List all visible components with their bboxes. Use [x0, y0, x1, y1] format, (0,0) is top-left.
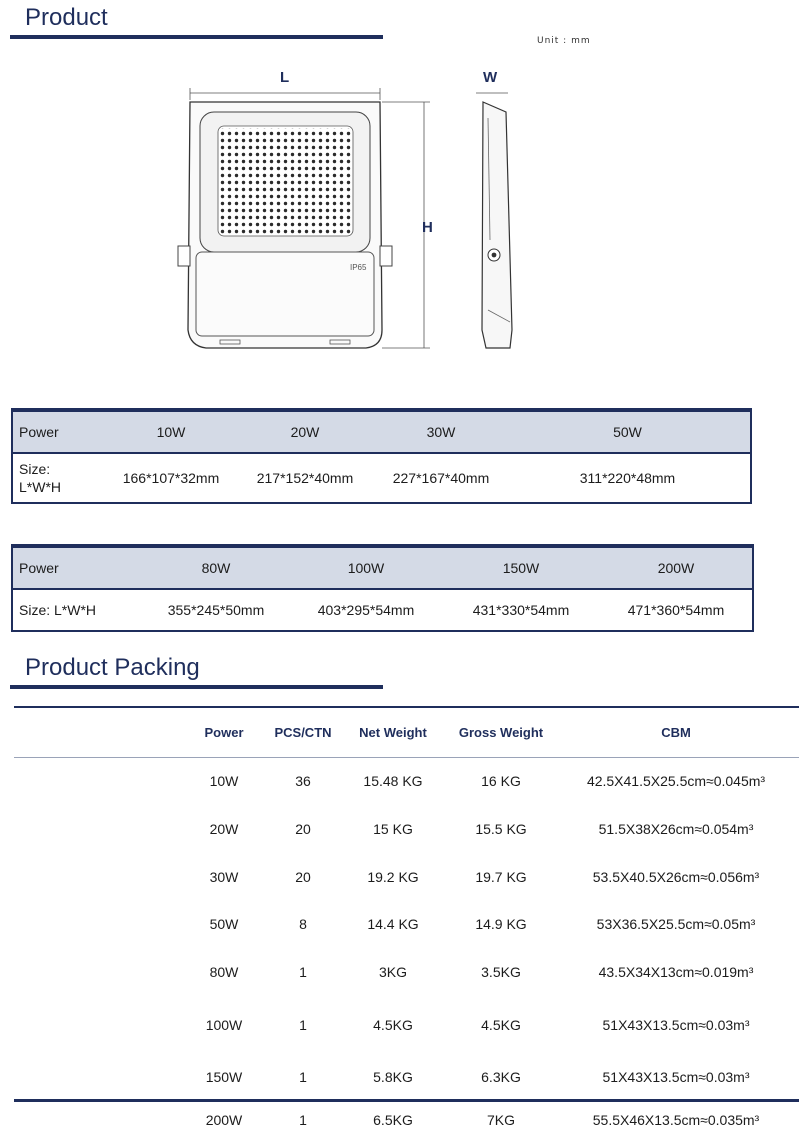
- cell-power: 80W: [209, 964, 239, 980]
- power-row-label: Power: [19, 560, 59, 576]
- header-pcs: PCS/CTN: [274, 725, 332, 740]
- cell-net-weight: 15.48 KG: [363, 773, 423, 789]
- cell-cbm: 51X43X13.5cm≈0.03m³: [602, 1017, 750, 1033]
- height-dimension: [382, 102, 433, 348]
- cell-cbm: 53X36.5X25.5cm≈0.05m³: [596, 916, 756, 932]
- size-cell: 403*295*54mm: [317, 602, 415, 618]
- cell-pcs: 20: [295, 869, 311, 885]
- header-cbm: CBM: [661, 725, 691, 740]
- power-cell: 100W: [347, 560, 385, 576]
- cell-gross-weight: 6.3KG: [481, 1069, 521, 1085]
- size-table-large: [11, 544, 754, 632]
- power-cell: 20W: [290, 424, 320, 440]
- packing-heading-rule: [10, 685, 383, 689]
- header-net-weight: Net Weight: [359, 725, 427, 740]
- product-heading: Product: [25, 4, 108, 31]
- power-row: [13, 548, 752, 590]
- cell-net-weight: 15 KG: [373, 821, 413, 837]
- cell-net-weight: 5.8KG: [373, 1069, 413, 1085]
- cell-cbm: 53.5X40.5X26cm≈0.056m³: [592, 869, 760, 885]
- cell-power: 20W: [209, 821, 239, 837]
- power-cell: 30W: [426, 424, 456, 440]
- size-cell: 227*167*40mm: [392, 470, 490, 486]
- cell-net-weight: 19.2 KG: [367, 869, 419, 885]
- cell-net-weight: 14.4 KG: [367, 916, 419, 932]
- cell-pcs: 1: [299, 1112, 307, 1128]
- power-row-label: Power: [19, 424, 59, 440]
- size-cell: 217*152*40mm: [256, 470, 354, 486]
- size-row: [13, 590, 752, 630]
- table-row: [0, 869, 801, 893]
- cell-pcs: 20: [295, 821, 311, 837]
- table-row: [0, 773, 801, 797]
- cell-cbm: 42.5X41.5X25.5cm≈0.045m³: [586, 773, 766, 789]
- table-row: [0, 1069, 801, 1093]
- size-row-label: Size: L*W*H: [19, 602, 97, 618]
- power-cell: 200W: [657, 560, 695, 576]
- cell-power: 30W: [209, 869, 239, 885]
- power-row: [13, 412, 750, 454]
- size-cell: 471*360*54mm: [627, 602, 725, 618]
- cell-cbm: 51.5X38X26cm≈0.054m³: [598, 821, 754, 837]
- size-cell: 355*245*50mm: [167, 602, 265, 618]
- power-cell: 80W: [201, 560, 231, 576]
- cell-pcs: 1: [299, 1069, 307, 1085]
- cell-gross-weight: 14.9 KG: [475, 916, 527, 932]
- product-heading-rule: [10, 35, 383, 39]
- cell-power: 150W: [205, 1069, 243, 1085]
- power-cell: 50W: [613, 424, 642, 440]
- cell-net-weight: 3KG: [378, 964, 407, 980]
- size-row: [13, 454, 750, 502]
- header-gross-weight: Gross Weight: [458, 725, 544, 740]
- table-row: [0, 1112, 801, 1136]
- cell-power: 50W: [209, 916, 239, 932]
- cell-pcs: 1: [299, 1017, 307, 1033]
- ip-rating-mark: IP65: [350, 263, 367, 272]
- power-cell: 150W: [502, 560, 540, 576]
- cell-power: 100W: [205, 1017, 243, 1033]
- cell-cbm: 51X43X13.5cm≈0.03m³: [602, 1069, 750, 1085]
- table-row: [0, 1017, 801, 1041]
- size-cell: 166*107*32mm: [122, 470, 220, 486]
- packing-table-rule: [14, 1099, 799, 1102]
- cell-pcs: 8: [299, 916, 307, 932]
- length-label: L: [280, 69, 290, 86]
- cell-gross-weight: 4.5KG: [481, 1017, 521, 1033]
- packing-header-row: [0, 725, 801, 749]
- packing-header-rule: [14, 757, 799, 758]
- packing-heading: Product Packing: [25, 654, 200, 681]
- size-cell: 431*330*54mm: [472, 602, 570, 618]
- power-cell: 10W: [156, 424, 186, 440]
- cell-net-weight: 6.5KG: [373, 1112, 413, 1128]
- packing-table-top-rule: [14, 706, 799, 708]
- width-label: W: [483, 69, 498, 86]
- cell-gross-weight: 19.7 KG: [475, 869, 527, 885]
- table-row: [0, 916, 801, 940]
- cell-gross-weight: 15.5 KG: [475, 821, 527, 837]
- table-row: [0, 821, 801, 845]
- table-row: [0, 964, 801, 988]
- floodlight-drawing: [170, 60, 530, 360]
- side-view: [476, 69, 512, 348]
- cell-gross-weight: 7KG: [486, 1112, 515, 1128]
- cell-gross-weight: 16 KG: [481, 773, 521, 789]
- unit-label: Unit : mm: [537, 36, 591, 46]
- size-table-small: [11, 408, 752, 504]
- size-row-label: Size: L*W*H: [19, 461, 62, 495]
- front-view: [178, 102, 392, 348]
- cell-pcs: 36: [295, 773, 311, 789]
- height-label: H: [422, 219, 433, 236]
- size-cell: 311*220*48mm: [579, 470, 676, 486]
- cell-cbm: 55.5X46X13.5cm≈0.035m³: [592, 1112, 760, 1128]
- cell-gross-weight: 3.5KG: [481, 964, 521, 980]
- cell-cbm: 43.5X34X13cm≈0.019m³: [598, 964, 754, 980]
- cell-pcs: 1: [299, 964, 307, 980]
- cell-net-weight: 4.5KG: [373, 1017, 413, 1033]
- header-power: Power: [204, 725, 244, 740]
- cell-power: 10W: [209, 773, 239, 789]
- length-dimension: [190, 69, 380, 100]
- cell-power: 200W: [205, 1112, 243, 1128]
